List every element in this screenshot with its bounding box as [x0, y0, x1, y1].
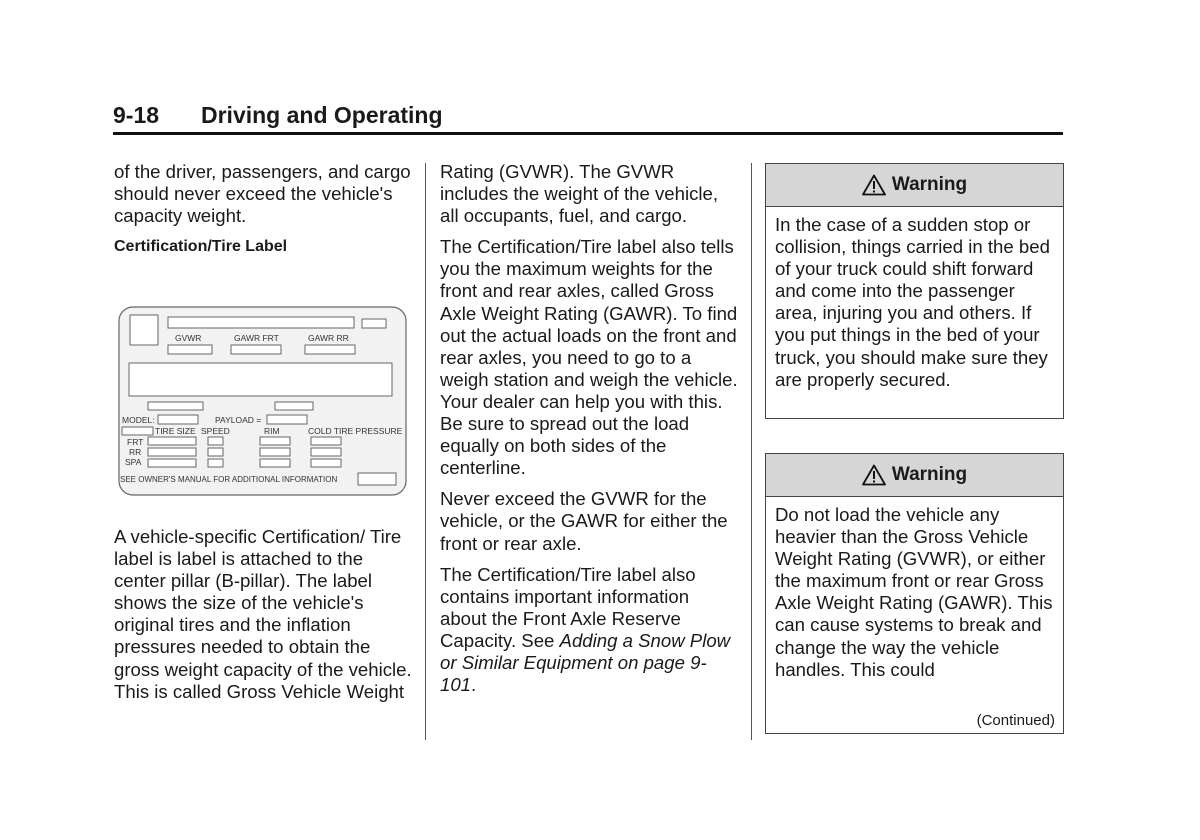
section-title: Driving and Operating	[201, 102, 443, 128]
label-model: MODEL:	[122, 415, 155, 425]
paragraph-text: The Certification/Tire label also contains important information about the Front Axle Reserve Capacity. See	[440, 563, 696, 651]
paragraph: of the driver, passengers, and cargo should never exceed the vehicle's capacity weight.	[114, 161, 411, 227]
paragraph: Never exceed the GVWR for the vehicle, or the GAWR for either the front or rear axle.	[440, 488, 728, 554]
warning-body: Do not load the vehicle any heavier than the Gross Vehicle Weight Rating (GVWR), or either the maximum front or rear Gross Axle Weight Rating (GAWR). This can cause systems to break and change the way the vehicle handles. This could	[775, 504, 1053, 680]
label-frt: FRT	[127, 437, 144, 447]
label-payload: PAYLOAD =	[215, 415, 262, 425]
warning-triangle-icon	[862, 174, 886, 196]
column-2	[440, 161, 740, 705]
label-gawr-rr: GAWR RR	[308, 333, 349, 343]
label-rr: RR	[129, 447, 142, 457]
paragraph: A vehicle-specific Certification/ Tire label is label is attached to the center pillar (B-pillar). The label shows the size of the vehicle's original tires and the inflation pressures needed to obtain the gross weight capacity of the vehicle. This is called Gross Vehicle Weight	[114, 526, 412, 702]
label-speed: SPEED	[201, 426, 230, 436]
continued-note: (Continued)	[976, 712, 1055, 729]
warning-title: Warning	[891, 464, 968, 485]
warning-box-2	[765, 453, 1064, 734]
label-rim: RIM	[264, 426, 280, 436]
page-number: 9-18	[113, 102, 160, 128]
warning-triangle-icon	[862, 464, 886, 486]
warning-header	[766, 164, 1063, 207]
paragraph-text: .	[471, 674, 477, 696]
label-spa: SPA	[125, 457, 142, 467]
column-divider-2	[751, 163, 752, 740]
warning-title: Warning	[891, 174, 968, 195]
paragraph: Rating (GVWR). The GVWR includes the weight of the vehicle, all occupants, fuel, and cargo.	[440, 161, 719, 227]
warning-body: In the case of a sudden stop or collision, things carried in the bed of your truck could shift forward and come into the passenger area, injuring you and others. If you put things in the bed of your truck, you should make sure they are properly secured.	[775, 214, 1050, 390]
label-tire-size: TIRE SIZE	[155, 426, 196, 436]
warning-header	[766, 454, 1063, 497]
cross-reference-link[interactable]: Adding a Snow Plow or Similar Equipment on page 9-101	[440, 629, 731, 696]
paragraph	[440, 564, 740, 697]
paragraph: The Certification/Tire label also tells you the maximum weights for the front and rear axles, called Gross Axle Weight Rating (GAWR). To find out the actual loads on the front and rear axles, you need to go to a weigh station and weigh the vehicle. Your dealer can help you with this. Be sure to spread out the load equally on both sides of the centerline.	[440, 236, 738, 479]
label-cold-tire-pressure: COLD TIRE PRESSURE	[308, 426, 403, 436]
column-1-lower	[114, 526, 414, 703]
label-gvwr: GVWR	[175, 333, 202, 343]
column-1	[114, 161, 414, 267]
column-divider-1	[425, 163, 426, 740]
subheading-certification-label: Certification/Tire Label	[114, 238, 288, 256]
page-header	[113, 100, 1063, 135]
certification-tire-label-illustration	[118, 306, 407, 496]
label-footer: SEE OWNER'S MANUAL FOR ADDITIONAL INFORMATION	[120, 475, 338, 484]
warning-box-1	[765, 163, 1064, 419]
label-gawr-frt: GAWR FRT	[234, 333, 279, 343]
